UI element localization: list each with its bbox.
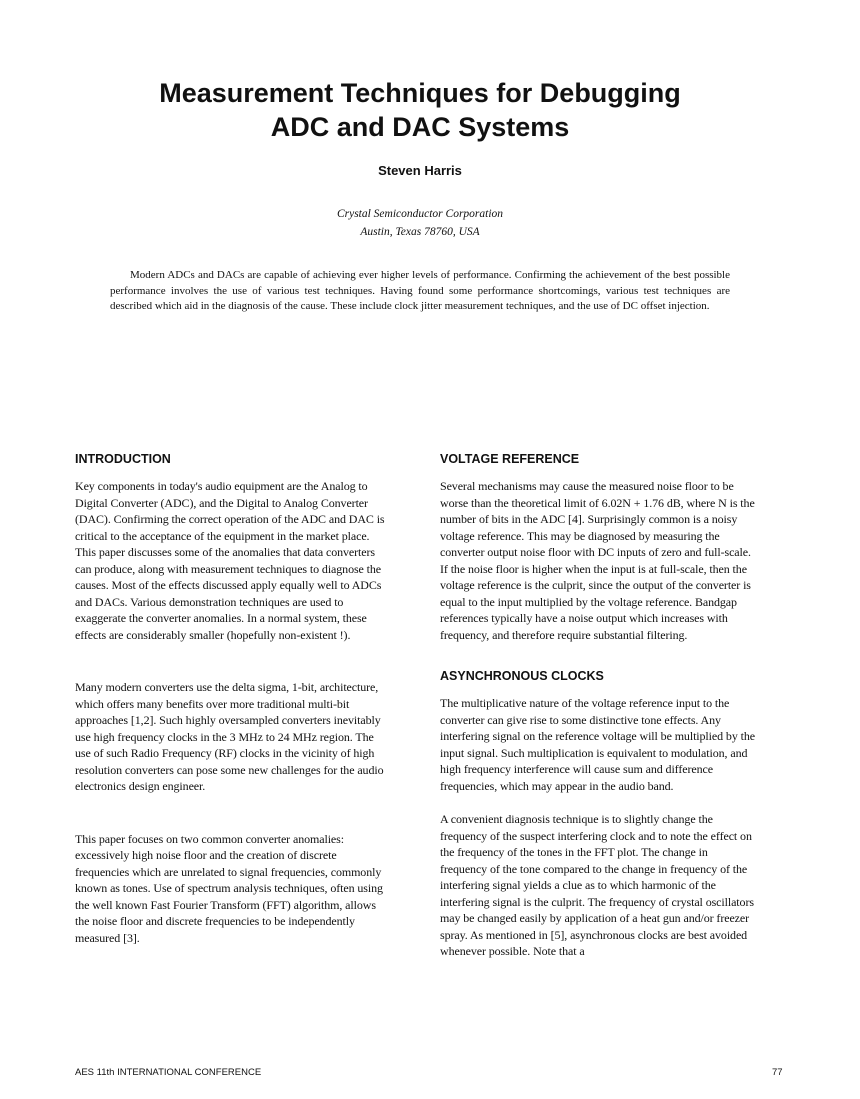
right-column xyxy=(440,450,755,960)
introduction-paragraph-1: Key components in today's audio equipment are the Analog to Digital Converter (ADC), and the Digital to Analog Converter (DAC). Confirming the correct operation of the ADC and DAC is critical to the acceptance of the equipment in the market place. This paper discusses some of the anomalies that data converters can produce, along with measurement techniques to diagnose the causes. Most of the effects discussed apply equally well to ADCs and DACs. Various demonstration techniques are used to exaggerate the converter anomalies. In a normal system, these effects are considerably smaller (hopefully non-existent !). xyxy=(75,479,385,642)
introduction-heading: INTRODUCTION xyxy=(75,452,171,466)
footer-conference: AES 11th INTERNATIONAL CONFERENCE xyxy=(75,1067,262,1078)
title-line-2: ADC and DAC Systems xyxy=(270,112,570,142)
asynchronous-clocks-paragraph-1: The multiplicative nature of the voltage reference input to the converter can give rise to some distinctive tone effects. Any interfering signal on the reference voltage will be multiplied by the input signal. Such multiplication is equivalent to modulation, and high frequency interference will cause sum and difference frequencies, which may appear in the audio band. xyxy=(440,696,755,793)
title-line-1: Measurement Techniques for Debugging xyxy=(159,78,681,108)
voltage-reference-heading: VOLTAGE REFERENCE xyxy=(440,452,580,466)
introduction-paragraph-2: Many modern converters use the delta sigma, 1-bit, architecture, which offers many benefits over more traditional multi-bit approaches [1,2]. Such highly oversampled converters inevitably use high frequency clocks in the 3 MHz to 24 MHz region. The use of such Radio Frequency (RF) clocks in the vicinity of high resolution converters can pose some new challenges for the audio electronics design engineer. xyxy=(75,680,384,793)
introduction-paragraph-3: This paper focuses on two common converter anomalies: excessively high noise floor and the creation of discrete frequencies which are unrelated to signal frequencies, commonly known as tones. Use of spectrum analysis techniques, often using the well known Fast Fourier Transform (FFT) algorithm, allows the noise floor and discrete frequencies to be independently measured [3]. xyxy=(75,831,383,945)
affiliation-org: Crystal Semiconductor Corporation xyxy=(336,208,504,220)
abstract: Modern ADCs and DACs are capable of achieving ever higher levels of performance. Confirming the achievement of the best possible performance involves the use of various test techniques. Having found some performance shortcomings, various test techniques are described which aid in the diagnosis of the cause. These include clock jitter measurement techniques, and the use of DC offset injection. xyxy=(110,269,730,312)
left-column xyxy=(75,450,390,946)
paper-title xyxy=(0,76,840,144)
asynchronous-clocks-heading: ASYNCHRONOUS CLOCKS xyxy=(440,669,604,683)
voltage-reference-paragraph: Several mechanisms may cause the measured noise floor to be worse than the theoretical limit of 6.02N + 1.76 dB, where N is the number of bits in the ADC [4]. Surprisingly common is a noisy voltage reference. This may be diagnosed by measuring the converter output noise floor with DC inputs of zero and full-scale. If the noise floor is higher when the input is at full-scale, then the voltage reference is the culprit, since the output of the converter is equal to the input multiplied by the voltage reference. Bandgap references typically have a noise output which increases with frequency, and therefore require substantial filtering. xyxy=(440,479,755,642)
author-name: Steven Harris xyxy=(378,163,462,178)
affiliation-location: Austin, Texas 78760, USA xyxy=(360,226,480,238)
affiliation xyxy=(0,205,840,241)
footer-page-number: 77 xyxy=(772,1067,783,1078)
asynchronous-clocks-paragraph-2: A convenient diagnosis technique is to slightly change the frequency of the suspect interfering clock and to note the effect on the frequency of the tones in the FFT plot. The change in frequency of the tone compared to the change in frequency of the interfering signal yields a clue as to which harmonic of the interfering signal is the culprit. The frequency of crystal oscillators may be changed easily by application of a heat gun and/or freezer spray. As mentioned in [5], asynchronous clocks are best avoided whenever possible. Note that a xyxy=(440,812,754,958)
